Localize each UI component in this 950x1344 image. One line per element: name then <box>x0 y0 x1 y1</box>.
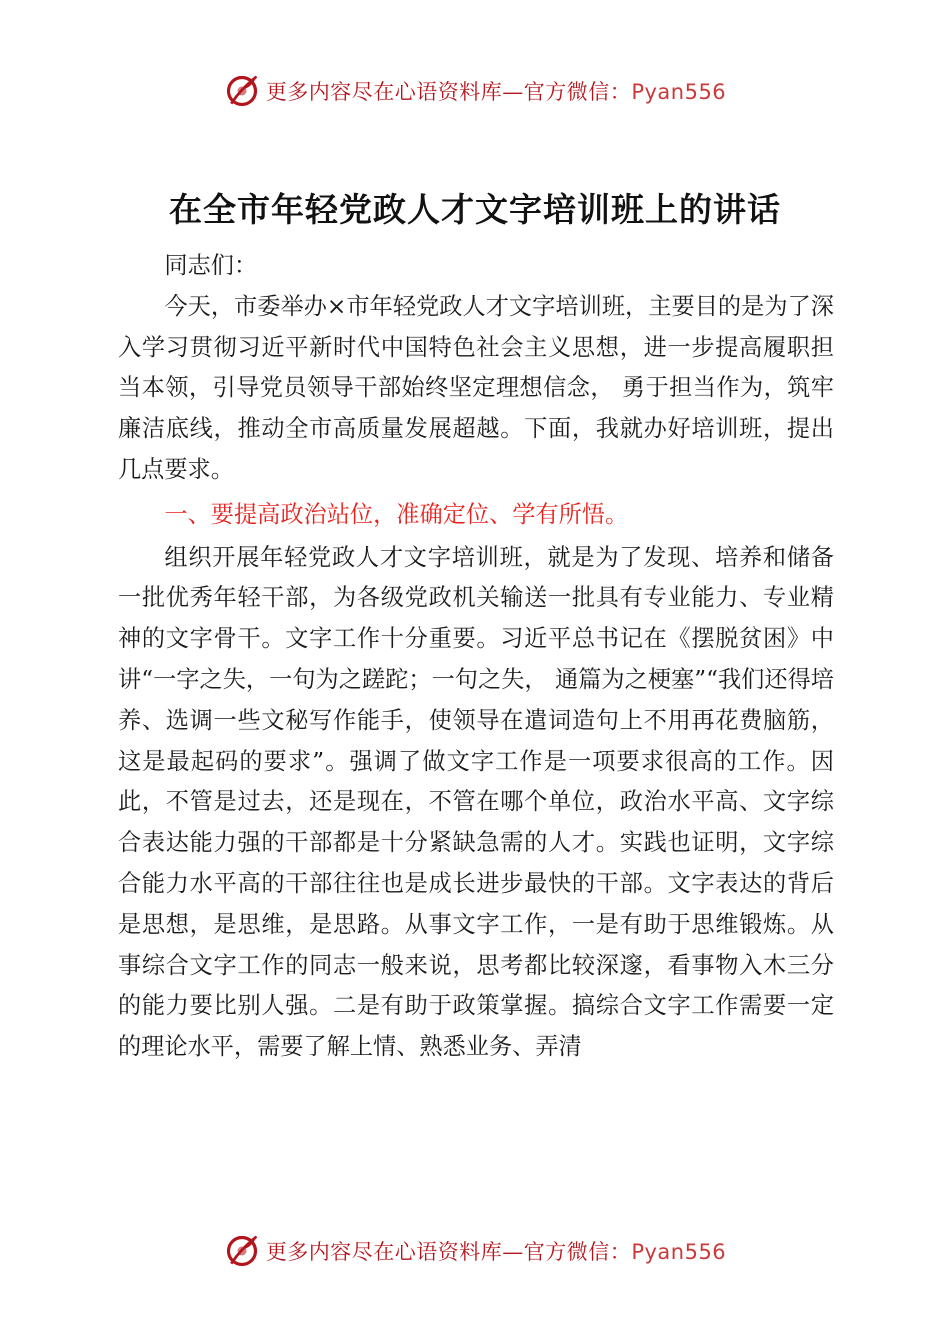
wechat-id: Pyan556 <box>631 1240 727 1264</box>
footer-banner <box>0 1226 950 1276</box>
section-heading: 一、要提高政治站位，准确定位、学有所悟。 <box>164 500 629 528</box>
header-banner <box>0 66 950 116</box>
quill-seal-icon <box>224 73 260 109</box>
document-title: 在全市年轻党政人才文字培训班上的讲话 <box>169 190 781 229</box>
quill-seal-icon <box>224 1233 260 1269</box>
banner-text: 更多内容尽在心语资料库—官方微信：Pyan556 <box>265 1240 727 1264</box>
greeting: 同志们： <box>164 252 258 279</box>
section-body: 组织开展年轻党政人才文字培训班，就是为了发现、培养和储备一批优秀年轻干部，为各级党政机关输送一批具有专业能力、专业精神的文字骨干。文字工作十分重要。习近平总书记在《摆脱贫困》中讲“一字之失，一句为之蹉跎；一句之失， 通篇为之梗塞”“我们还得培养、选调一些文秘写作能手，使领导在遣词造句上不用再花费脑筋，这是最起码的要求”。强调了做文字工作是一项要求很高的工作。因此，不管是过去，还是现在，不管在哪个单位，政治水平高、文字综合表达能力强的干部都是十分紧缺急需的人才。实践也证明，文字综合能力水平高的干部往往也是成长进步最快的干部。文字表达的背后是思想，是思维，是思路。从事文字工作，一是有助于思维锻炼。从事综合文字工作的同志一般来说，思考都比较深邃，看事物入木三分的能力要比别人强。二是有助于政策掌握。搞综合文字工作需要一定的理论水平，需要了解上情、熟悉业务、弄清 <box>118 543 834 1061</box>
intro-paragraph: 今天，市委举办×市年轻党政人才文字培训班，主要目的是为了深入学习贯彻习近平新时代中国特色社会主义思想，进一步提高履职担当本领，引导党员领导干部始终坚定理想信念， 勇于担当作为，筑牢廉洁底线，推动全市高质量发展超越。下面，我就办好培训班，提出几点要求。 <box>118 292 834 483</box>
document-body <box>118 246 834 1068</box>
wechat-id: Pyan556 <box>631 80 727 104</box>
banner-text: 更多内容尽在心语资料库—官方微信：Pyan556 <box>265 80 727 104</box>
